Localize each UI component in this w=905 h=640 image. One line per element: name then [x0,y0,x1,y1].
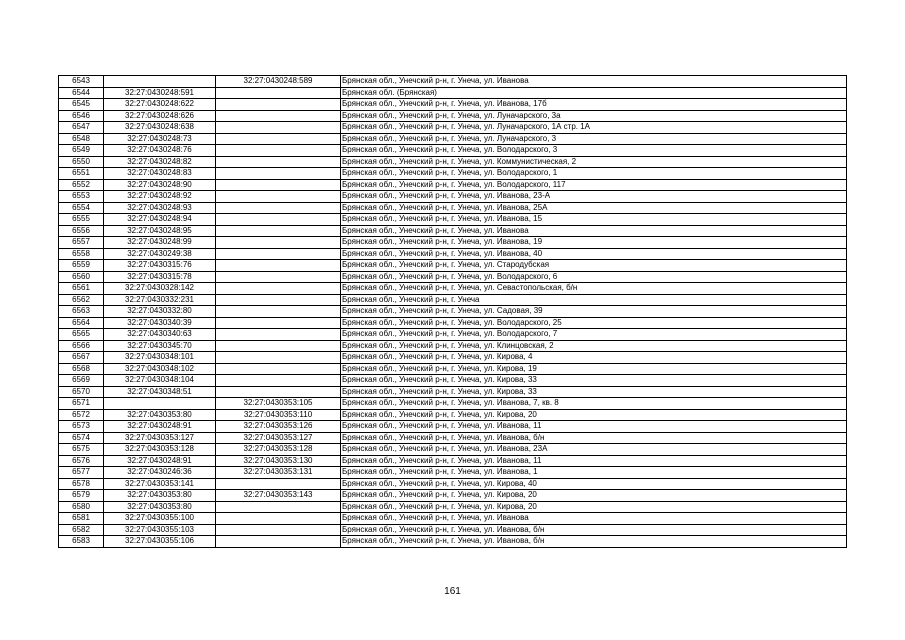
address-cell: Брянская обл., Унечский р-н, г. Унеча, ул. Иванова, 7, кв. 8 [341,398,847,410]
address-cell: Брянская обл., Унечский р-н, г. Унеча, ул. Коммунистическая, 2 [341,156,847,168]
related-cadastral-number-cell [216,317,341,329]
address-cell: Брянская обл., Унечский р-н, г. Унеча, ул. Кирова, 4 [341,352,847,364]
cadastral-number-cell: 32:27:0430248:76 [104,145,216,157]
address-cell: Брянская обл., Унечский р-н, г. Унеча, ул. Садовая, 39 [341,306,847,318]
table-row [59,168,847,180]
row-number-cell: 6564 [59,317,104,329]
table-row [59,421,847,433]
address-cell: Брянская обл., Унечский р-н, г. Унеча, ул. Иванова, 23-А [341,191,847,203]
address-cell: Брянская обл., Унечский р-н, г. Унеча, ул. Иванова, б/н [341,524,847,536]
address-cell: Брянская обл., Унечский р-н, г. Унеча, ул. Кирова, 20 [341,490,847,502]
cadastral-number-cell: 32:27:0430348:104 [104,375,216,387]
table-row [59,122,847,134]
address-cell: Брянская обл., Унечский р-н, г. Унеча, ул. Клинцовская, 2 [341,340,847,352]
cadastral-number-cell: 32:27:0430248:91 [104,455,216,467]
address-cell: Брянская обл., Унечский р-н, г. Унеча, ул. Иванова [341,513,847,525]
cadastral-number-cell: 32:27:0430248:93 [104,202,216,214]
table-row [59,248,847,260]
row-number-cell: 6571 [59,398,104,410]
related-cadastral-number-cell [216,340,341,352]
address-cell: Брянская обл., Унечский р-н, г. Унеча, ул. Кирова, 33 [341,375,847,387]
row-number-cell: 6562 [59,294,104,306]
address-cell: Брянская обл., Унечский р-н, г. Унеча, ул. Иванова, 40 [341,248,847,260]
table-row [59,294,847,306]
row-number-cell: 6567 [59,352,104,364]
table-row [59,444,847,456]
row-number-cell: 6581 [59,513,104,525]
related-cadastral-number-cell [216,306,341,318]
row-number-cell: 6569 [59,375,104,387]
related-cadastral-number-cell [216,214,341,226]
row-number-cell: 6565 [59,329,104,341]
row-number-cell: 6573 [59,421,104,433]
related-cadastral-number-cell [216,248,341,260]
table-row [59,340,847,352]
address-cell: Брянская обл., Унечский р-н, г. Унеча, ул. Кирова, 20 [341,409,847,421]
row-number-cell: 6550 [59,156,104,168]
related-cadastral-number-cell [216,191,341,203]
row-number-cell: 6552 [59,179,104,191]
cadastral-number-cell: 32:27:0430315:76 [104,260,216,272]
row-number-cell: 6568 [59,363,104,375]
related-cadastral-number-cell: 32:27:0430353:143 [216,490,341,502]
table-row [59,260,847,272]
row-number-cell: 6554 [59,202,104,214]
row-number-cell: 6553 [59,191,104,203]
related-cadastral-number-cell: 32:27:0430353:105 [216,398,341,410]
cadastral-number-cell: 32:27:0430315:78 [104,271,216,283]
row-number-cell: 6551 [59,168,104,180]
row-number-cell: 6558 [59,248,104,260]
row-number-cell: 6575 [59,444,104,456]
table-row [59,237,847,249]
related-cadastral-number-cell: 32:27:0430353:127 [216,432,341,444]
address-cell: Брянская обл., Унечский р-н, г. Унеча, ул. Севастопольская, б/н [341,283,847,295]
table-row [59,306,847,318]
address-cell: Брянская обл., Унечский р-н, г. Унеча, ул. Кирова, 20 [341,501,847,513]
address-cell: Брянская обл., Унечский р-н, г. Унеча, ул. Володарского, 1 [341,168,847,180]
related-cadastral-number-cell: 32:27:0430353:126 [216,421,341,433]
registry-table-body [59,76,847,548]
row-number-cell: 6570 [59,386,104,398]
related-cadastral-number-cell: 32:27:0430353:110 [216,409,341,421]
address-cell: Брянская обл., Унечский р-н, г. Унеча, ул. Володарского, 3 [341,145,847,157]
table-row [59,110,847,122]
address-cell: Брянская обл., Унечский р-н, г. Унеча, ул. Володарского, 6 [341,271,847,283]
table-row [59,490,847,502]
page-number: 161 [444,586,461,597]
cadastral-number-cell [104,76,216,88]
table-row [59,283,847,295]
address-cell: Брянская обл., Унечский р-н, г. Унеча, ул. Луначарского, 3а [341,110,847,122]
address-cell: Брянская обл. (Брянская) [341,87,847,99]
related-cadastral-number-cell [216,99,341,111]
address-cell: Брянская обл., Унечский р-н, г. Унеча, ул. Володарского, 7 [341,329,847,341]
address-cell: Брянская обл., Унечский р-н, г. Унеча, ул. Володарского, 25 [341,317,847,329]
address-cell: Брянская обл., Унечский р-н, г. Унеча, ул. Луначарского, 3 [341,133,847,145]
related-cadastral-number-cell [216,260,341,272]
table-row [59,501,847,513]
related-cadastral-number-cell: 32:27:0430353:128 [216,444,341,456]
related-cadastral-number-cell [216,145,341,157]
cadastral-number-cell: 32:27:0430355:103 [104,524,216,536]
table-row [59,202,847,214]
row-number-cell: 6572 [59,409,104,421]
row-number-cell: 6543 [59,76,104,88]
cadastral-number-cell: 32:27:0430340:39 [104,317,216,329]
table-row [59,467,847,479]
cadastral-number-cell: 32:27:0430248:95 [104,225,216,237]
cadastral-number-cell: 32:27:0430353:80 [104,409,216,421]
cadastral-number-cell: 32:27:0430355:106 [104,536,216,548]
table-row [59,478,847,490]
cadastral-number-cell: 32:27:0430248:92 [104,191,216,203]
table-row [59,99,847,111]
cadastral-number-cell: 32:27:0430353:127 [104,432,216,444]
cadastral-number-cell: 32:27:0430249:38 [104,248,216,260]
address-cell: Брянская обл., Унечский р-н, г. Унеча, ул. Иванова, б/н [341,432,847,444]
table-row [59,156,847,168]
related-cadastral-number-cell [216,237,341,249]
cadastral-number-cell: 32:27:0430353:128 [104,444,216,456]
registry-table [58,75,847,548]
row-number-cell: 6560 [59,271,104,283]
table-row [59,145,847,157]
row-number-cell: 6559 [59,260,104,272]
address-cell: Брянская обл., Унечский р-н, г. Унеча, ул. Иванова, 23А [341,444,847,456]
address-cell: Брянская обл., Унечский р-н, г. Унеча, ул. Кирова, 19 [341,363,847,375]
address-cell: Брянская обл., Унечский р-н, г. Унеча, ул. Иванова, 11 [341,421,847,433]
address-cell: Брянская обл., Унечский р-н, г. Унеча, ул. Кирова, 40 [341,478,847,490]
row-number-cell: 6582 [59,524,104,536]
cadastral-number-cell: 32:27:0430348:102 [104,363,216,375]
cadastral-number-cell: 32:27:0430348:51 [104,386,216,398]
table-row [59,271,847,283]
related-cadastral-number-cell [216,283,341,295]
cadastral-number-cell: 32:27:0430345:70 [104,340,216,352]
table-row [59,76,847,88]
row-number-cell: 6578 [59,478,104,490]
table-row [59,225,847,237]
row-number-cell: 6549 [59,145,104,157]
related-cadastral-number-cell [216,513,341,525]
related-cadastral-number-cell [216,363,341,375]
address-cell: Брянская обл., Унечский р-н, г. Унеча, ул. Иванова, 11 [341,455,847,467]
row-number-cell: 6546 [59,110,104,122]
row-number-cell: 6580 [59,501,104,513]
related-cadastral-number-cell: 32:27:0430353:130 [216,455,341,467]
cadastral-number-cell: 32:27:0430248:591 [104,87,216,99]
cadastral-number-cell: 32:27:0430332:231 [104,294,216,306]
row-number-cell: 6563 [59,306,104,318]
related-cadastral-number-cell [216,536,341,548]
row-number-cell: 6544 [59,87,104,99]
related-cadastral-number-cell [216,294,341,306]
table-row [59,513,847,525]
table-row [59,329,847,341]
row-number-cell: 6583 [59,536,104,548]
address-cell: Брянская обл., Унечский р-н, г. Унеча, ул. Стародубская [341,260,847,272]
cadastral-number-cell: 32:27:0430353:141 [104,478,216,490]
related-cadastral-number-cell [216,156,341,168]
table-row [59,352,847,364]
related-cadastral-number-cell [216,179,341,191]
row-number-cell: 6574 [59,432,104,444]
table-row [59,398,847,410]
related-cadastral-number-cell [216,352,341,364]
cadastral-number-cell: 32:27:0430340:63 [104,329,216,341]
related-cadastral-number-cell [216,133,341,145]
cadastral-number-cell: 32:27:0430248:73 [104,133,216,145]
cadastral-number-cell [104,398,216,410]
table-row [59,87,847,99]
cadastral-number-cell: 32:27:0430248:82 [104,156,216,168]
table-row [59,455,847,467]
row-number-cell: 6566 [59,340,104,352]
cadastral-number-cell: 32:27:0430248:622 [104,99,216,111]
related-cadastral-number-cell [216,271,341,283]
row-number-cell: 6561 [59,283,104,295]
address-cell: Брянская обл., Унечский р-н, г. Унеча, ул. Иванова [341,225,847,237]
row-number-cell: 6577 [59,467,104,479]
address-cell: Брянская обл., Унечский р-н, г. Унеча, ул. Володарского, 117 [341,179,847,191]
address-cell: Брянская обл., Унечский р-н, г. Унеча, ул. Иванова, 15 [341,214,847,226]
address-cell: Брянская обл., Унечский р-н, г. Унеча, ул. Иванова, 19 [341,237,847,249]
related-cadastral-number-cell [216,168,341,180]
table-row [59,317,847,329]
address-cell: Брянская обл., Унечский р-н, г. Унеча, ул. Иванова, 1 [341,467,847,479]
related-cadastral-number-cell [216,386,341,398]
table-row [59,432,847,444]
table-row [59,375,847,387]
cadastral-number-cell: 32:27:0430248:99 [104,237,216,249]
cadastral-number-cell: 32:27:0430248:626 [104,110,216,122]
address-cell: Брянская обл., Унечский р-н, г. Унеча, ул. Кирова, 33 [341,386,847,398]
table-row [59,363,847,375]
cadastral-number-cell: 32:27:0430355:100 [104,513,216,525]
cadastral-number-cell: 32:27:0430248:90 [104,179,216,191]
table-row [59,536,847,548]
row-number-cell: 6556 [59,225,104,237]
related-cadastral-number-cell [216,87,341,99]
address-cell: Брянская обл., Унечский р-н, г. Унеча [341,294,847,306]
table-row [59,524,847,536]
table-row [59,386,847,398]
cadastral-number-cell: 32:27:0430328:142 [104,283,216,295]
address-cell: Брянская обл., Унечский р-н, г. Унеча, ул. Иванова, 17б [341,99,847,111]
table-row [59,409,847,421]
cadastral-number-cell: 32:27:0430248:91 [104,421,216,433]
cadastral-number-cell: 32:27:0430353:80 [104,501,216,513]
table-row [59,179,847,191]
cadastral-number-cell: 32:27:0430248:638 [104,122,216,134]
related-cadastral-number-cell: 32:27:0430248:589 [216,76,341,88]
address-cell: Брянская обл., Унечский р-н, г. Унеча, ул. Луначарского, 1А стр. 1А [341,122,847,134]
related-cadastral-number-cell [216,375,341,387]
row-number-cell: 6576 [59,455,104,467]
address-cell: Брянская обл., Унечский р-н, г. Унеча, ул. Иванова [341,76,847,88]
table-row [59,214,847,226]
table-row [59,133,847,145]
row-number-cell: 6548 [59,133,104,145]
cadastral-number-cell: 32:27:0430332:80 [104,306,216,318]
related-cadastral-number-cell [216,202,341,214]
row-number-cell: 6555 [59,214,104,226]
table-row [59,191,847,203]
related-cadastral-number-cell [216,122,341,134]
related-cadastral-number-cell: 32:27:0430353:131 [216,467,341,479]
related-cadastral-number-cell [216,478,341,490]
row-number-cell: 6545 [59,99,104,111]
row-number-cell: 6547 [59,122,104,134]
related-cadastral-number-cell [216,329,341,341]
address-cell: Брянская обл., Унечский р-н, г. Унеча, ул. Иванова, б/н [341,536,847,548]
cadastral-number-cell: 32:27:0430246:36 [104,467,216,479]
row-number-cell: 6579 [59,490,104,502]
address-cell: Брянская обл., Унечский р-н, г. Унеча, ул. Иванова, 25А [341,202,847,214]
cadastral-number-cell: 32:27:0430248:83 [104,168,216,180]
cadastral-number-cell: 32:27:0430348:101 [104,352,216,364]
row-number-cell: 6557 [59,237,104,249]
cadastral-number-cell: 32:27:0430353:80 [104,490,216,502]
related-cadastral-number-cell [216,225,341,237]
related-cadastral-number-cell [216,524,341,536]
related-cadastral-number-cell [216,110,341,122]
related-cadastral-number-cell [216,501,341,513]
cadastral-number-cell: 32:27:0430248:94 [104,214,216,226]
